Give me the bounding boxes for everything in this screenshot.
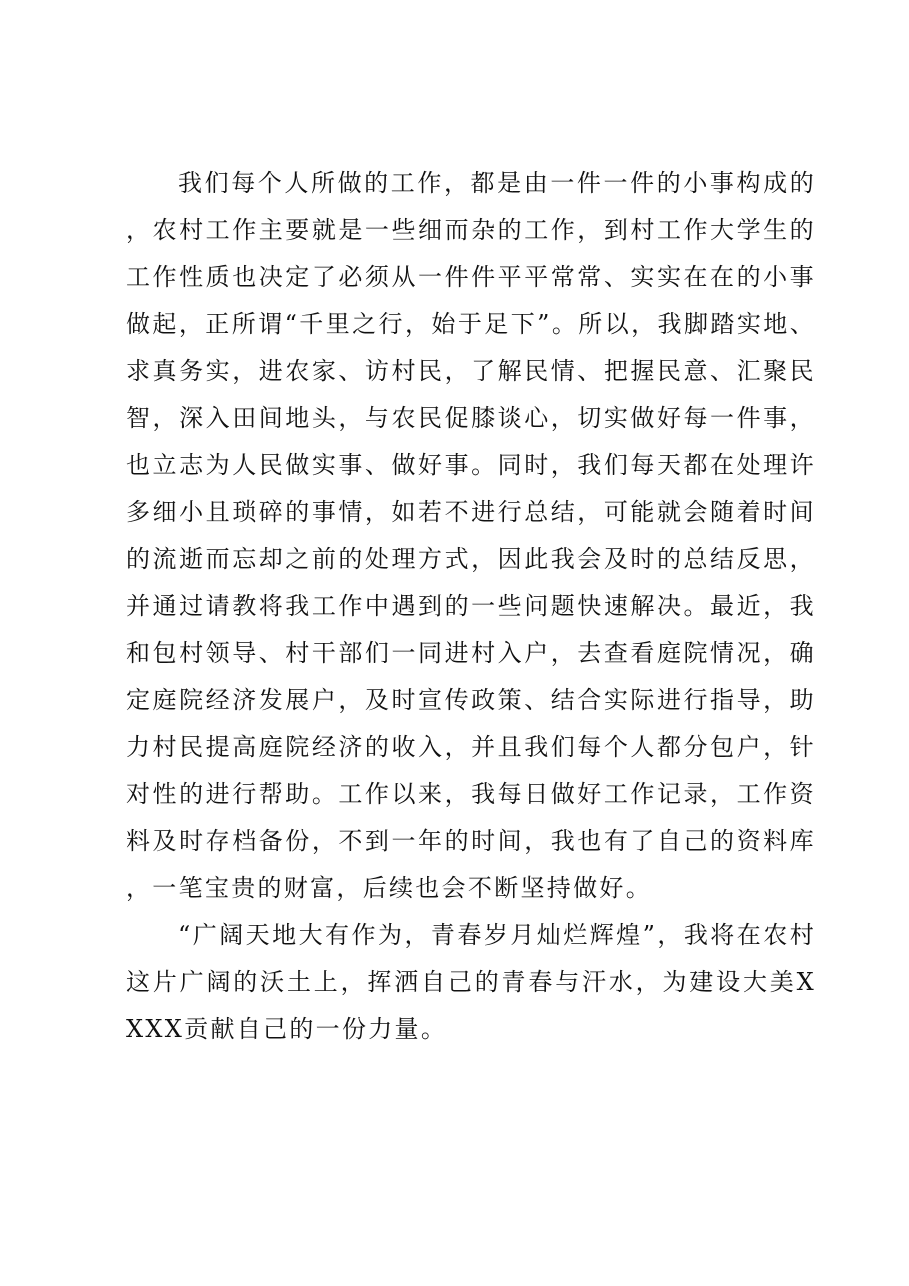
document-body (126, 160, 816, 1053)
paragraph-closing: “广阔天地大有作为，青春岁月灿烂辉煌”，我将在农村这片广阔的沃土上，挥洒自己的青春与汗水，为建设大美XXXX贡献自己的一份力量。 (126, 921, 816, 1043)
paragraph-work-summary: 我们每个人所做的工作，都是由一件一件的小事构成的，农村工作主要就是一些细而杂的工作，到村工作大学生的工作性质也决定了必须从一件件平平常常、实实在在的小事做起，正所谓“千里之行，始于足下”。所以，我脚踏实地、求真务实，进农家、访村民，了解民情、把握民意、汇聚民智，深入田间地头，与农民促膝谈心，切实做好每一件事，也立志为人民做实事、做好事。同时，我们每天都在处理许多细小且琐碎的事情，如若不进行总结，可能就会随着时间的流逝而忘却之前的处理方式，因此我会及时的总结反思，并通过请教将我工作中遇到的一些问题快速解决。最近，我和包村领导、村干部们一同进村入户，去查看庭院情况，确定庭院经济发展户，及时宣传政策、结合实际进行指导，助力村民提高庭院经济的收入，并且我们每个人都分包户，针对性的进行帮助。工作以来，我每日做好工作记录，工作资料及时存档备份，不到一年的时间，我也有了自己的资料库，一笔宝贵的财富，后续也会不断坚持做好。 (126, 169, 816, 902)
